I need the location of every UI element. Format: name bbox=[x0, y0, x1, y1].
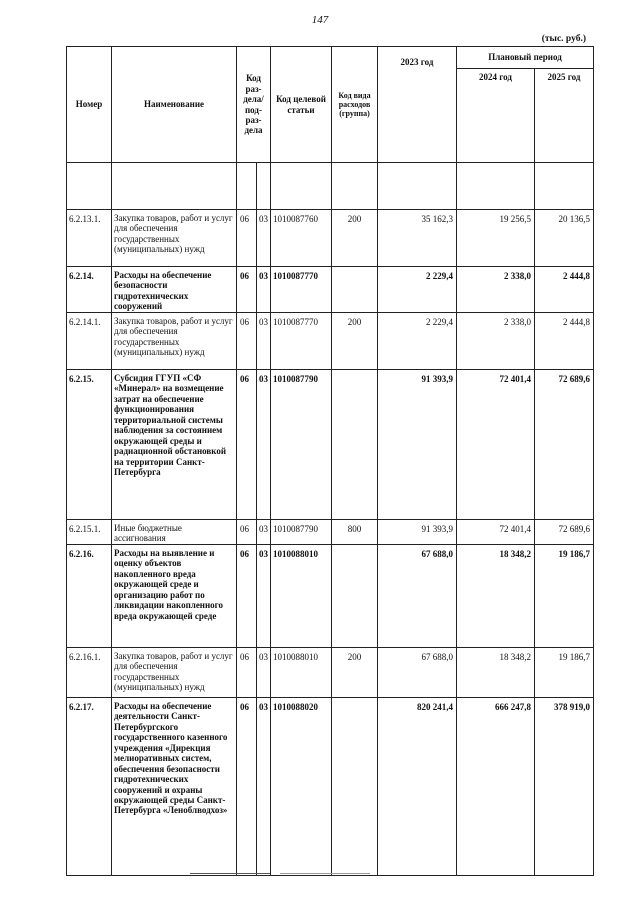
row-target-article: 1010087770 bbox=[271, 267, 332, 313]
row-name: Закупка товаров, работ и услуг для обеспечения государственных (муниципальных) нужд bbox=[112, 313, 237, 370]
row-subsection: 03 bbox=[257, 267, 271, 313]
row-expense-type: 800 bbox=[332, 520, 378, 545]
header-vr: Код вида расходов (группа) bbox=[332, 47, 378, 163]
row-section: 06 bbox=[237, 313, 257, 370]
units-label: (тыс. руб.) bbox=[541, 34, 586, 44]
header-2025: 2025 год bbox=[535, 69, 594, 163]
row-value-2024: 2 338,0 bbox=[457, 313, 535, 370]
row-value-2023: 67 688,0 bbox=[378, 648, 457, 698]
header-cs: Код целевой статьи bbox=[271, 47, 332, 163]
footer-line bbox=[280, 873, 370, 874]
row-value-2024: 2 338,0 bbox=[457, 267, 535, 313]
row-subsection: 03 bbox=[257, 545, 271, 648]
row-name: Расходы на обеспечение безопасности гидротехнических сооружений bbox=[112, 267, 237, 313]
table-row bbox=[67, 313, 594, 370]
row-number: 6.2.15. bbox=[67, 370, 112, 520]
row-section: 06 bbox=[237, 520, 257, 545]
row-value-2023: 820 241,4 bbox=[378, 698, 457, 876]
row-value-2025: 72 689,6 bbox=[535, 520, 594, 545]
row-expense-type bbox=[332, 545, 378, 648]
row-value-2023: 91 393,9 bbox=[378, 520, 457, 545]
table-row bbox=[67, 648, 594, 698]
row-value-2024: 18 348,2 bbox=[457, 545, 535, 648]
header-2023: 2023 год bbox=[378, 47, 457, 163]
row-expense-type: 200 bbox=[332, 648, 378, 698]
row-section: 06 bbox=[237, 698, 257, 876]
row-target-article: 1010088010 bbox=[271, 648, 332, 698]
row-expense-type bbox=[332, 370, 378, 520]
row-subsection: 03 bbox=[257, 370, 271, 520]
budget-table bbox=[66, 46, 594, 876]
row-number: 6.2.14. bbox=[67, 267, 112, 313]
row-number: 6.2.15.1. bbox=[67, 520, 112, 545]
row-subsection: 03 bbox=[257, 648, 271, 698]
row-value-2025: 378 919,0 bbox=[535, 698, 594, 876]
row-number: 6.2.14.1. bbox=[67, 313, 112, 370]
row-expense-type: 200 bbox=[332, 210, 378, 267]
row-target-article: 1010087770 bbox=[271, 313, 332, 370]
row-target-article: 1010088020 bbox=[271, 698, 332, 876]
row-number: 6.2.17. bbox=[67, 698, 112, 876]
row-value-2024: 72 401,4 bbox=[457, 520, 535, 545]
row-value-2023: 2 229,4 bbox=[378, 313, 457, 370]
row-name: Закупка товаров, работ и услуг для обеспечения государственных (муниципальных) нужд bbox=[112, 210, 237, 267]
row-name: Иные бюджетные ассигнования bbox=[112, 520, 237, 545]
row-value-2024: 19 256,5 bbox=[457, 210, 535, 267]
table-row bbox=[67, 545, 594, 648]
row-name: Субсидия ГГУП «СФ «Минерал» на возмещение затрат на обеспечение функционирования территориальной системы наблюдения за состоянием окружающей среды и радиационной обстановкой на территории Санкт-Петербурга bbox=[112, 370, 237, 520]
row-expense-type bbox=[332, 267, 378, 313]
row-name: Расходы на выявление и оценку объектов накопленного вреда окружающей среде и организацию работ по ликвидации накопленного вреда окружающей среде bbox=[112, 545, 237, 648]
table-row bbox=[67, 698, 594, 876]
row-subsection: 03 bbox=[257, 313, 271, 370]
row-name: Закупка товаров, работ и услуг для обеспечения государственных (муниципальных) нужд bbox=[112, 648, 237, 698]
row-section: 06 bbox=[237, 545, 257, 648]
row-value-2024: 666 247,8 bbox=[457, 698, 535, 876]
row-value-2025: 19 186,7 bbox=[535, 545, 594, 648]
row-value-2025: 19 186,7 bbox=[535, 648, 594, 698]
row-expense-type bbox=[332, 698, 378, 876]
header-name: Наименование bbox=[112, 47, 237, 163]
row-target-article: 1010087760 bbox=[271, 210, 332, 267]
row-section: 06 bbox=[237, 648, 257, 698]
row-number: 6.2.16. bbox=[67, 545, 112, 648]
table-body bbox=[67, 210, 594, 876]
row-value-2023: 67 688,0 bbox=[378, 545, 457, 648]
row-subsection: 03 bbox=[257, 698, 271, 876]
row-value-2024: 18 348,2 bbox=[457, 648, 535, 698]
row-value-2023: 35 162,3 bbox=[378, 210, 457, 267]
row-section: 06 bbox=[237, 210, 257, 267]
table-row bbox=[67, 210, 594, 267]
row-value-2023: 91 393,9 bbox=[378, 370, 457, 520]
row-number: 6.2.16.1. bbox=[67, 648, 112, 698]
row-value-2025: 2 444,8 bbox=[535, 313, 594, 370]
row-value-2025: 72 689,6 bbox=[535, 370, 594, 520]
row-value-2025: 20 136,5 bbox=[535, 210, 594, 267]
row-name: Расходы на обеспечение деятельности Санкт-Петербургского государственного казенного учреждения «Дирекция мелиоративных систем, обеспечения безопасности гидротехнических сооружений и охраны окружающей среды Санкт-Петербурга «Леноблводхоз» bbox=[112, 698, 237, 876]
row-section: 06 bbox=[237, 370, 257, 520]
row-expense-type: 200 bbox=[332, 313, 378, 370]
row-target-article: 1010087790 bbox=[271, 370, 332, 520]
header-2024: 2024 год bbox=[457, 69, 535, 163]
row-section: 06 bbox=[237, 267, 257, 313]
row-value-2023: 2 229,4 bbox=[378, 267, 457, 313]
row-subsection: 03 bbox=[257, 520, 271, 545]
row-value-2025: 2 444,8 bbox=[535, 267, 594, 313]
row-subsection: 03 bbox=[257, 210, 271, 267]
table-row bbox=[67, 370, 594, 520]
row-value-2024: 72 401,4 bbox=[457, 370, 535, 520]
row-target-article: 1010088010 bbox=[271, 545, 332, 648]
header-razdel: Код раз-дела/ под-раз-дела bbox=[237, 47, 271, 163]
header-plan: Плановый период bbox=[457, 47, 594, 69]
header-nomer: Номер bbox=[67, 47, 112, 163]
table-row bbox=[67, 520, 594, 545]
row-target-article: 1010087790 bbox=[271, 520, 332, 545]
page-number: 147 bbox=[311, 14, 329, 26]
footer-line bbox=[190, 873, 270, 874]
table-row bbox=[67, 267, 594, 313]
row-number: 6.2.13.1. bbox=[67, 210, 112, 267]
